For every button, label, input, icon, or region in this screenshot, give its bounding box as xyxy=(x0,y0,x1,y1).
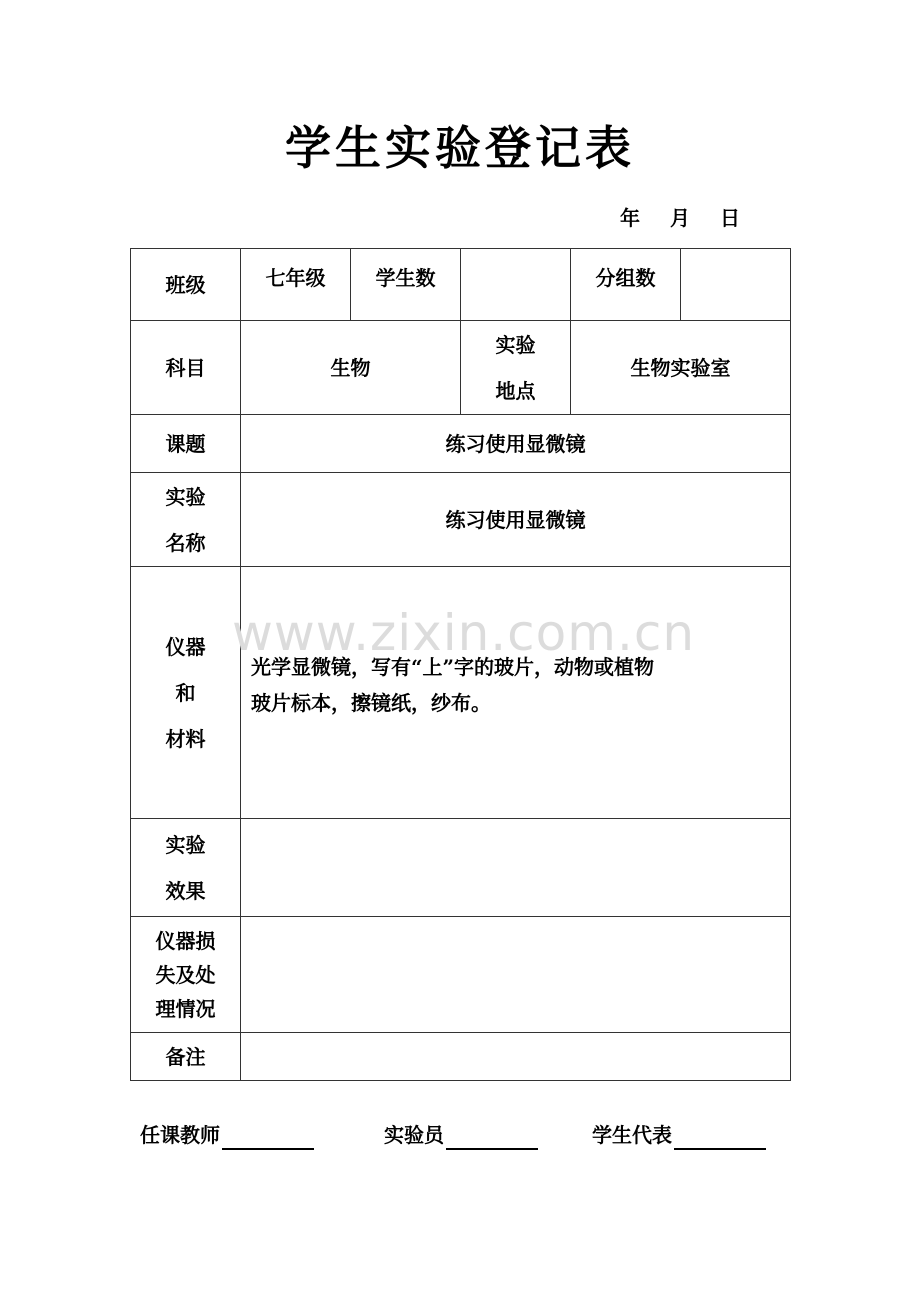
students-label: 学生数 xyxy=(351,249,461,321)
damage-label-line: 仪器损 xyxy=(155,928,216,953)
effect-label-line: 效果 xyxy=(165,878,206,903)
date-year-label: 年 xyxy=(620,206,640,230)
damage-value[interactable] xyxy=(241,917,791,1033)
equipment-label-line: 材料 xyxy=(165,726,206,751)
watermark: www.zixin.com.cn xyxy=(232,604,696,662)
location-label-line: 地点 xyxy=(495,378,536,403)
experiment-name-label-line: 名称 xyxy=(165,530,206,555)
class-label: 班级 xyxy=(131,249,241,321)
location-label xyxy=(461,321,571,415)
topic-label: 课题 xyxy=(131,415,241,473)
subject-value[interactable]: 生物 xyxy=(241,321,461,415)
table-row xyxy=(131,415,791,473)
student-rep-signature-line[interactable] xyxy=(674,1126,766,1150)
table-row xyxy=(131,567,791,819)
experiment-name-value[interactable]: 练习使用显微镜 xyxy=(241,473,791,567)
teacher-signature xyxy=(140,1120,314,1150)
teacher-signature-line[interactable] xyxy=(222,1126,314,1150)
table-row xyxy=(131,249,791,321)
experiment-name-label-line: 实验 xyxy=(165,484,206,509)
table-row xyxy=(131,1033,791,1081)
equipment-value-line: 玻片标本，擦镜纸，纱布。 xyxy=(251,691,491,715)
remarks-value[interactable] xyxy=(241,1033,791,1081)
location-label-line: 实验 xyxy=(495,332,536,357)
students-value[interactable] xyxy=(461,249,571,321)
experimenter-signature-label: 实验员 xyxy=(384,1123,444,1147)
teacher-signature-label: 任课教师 xyxy=(140,1123,220,1147)
table-row xyxy=(131,917,791,1033)
experimenter-signature xyxy=(384,1120,538,1150)
class-value[interactable]: 七年级 xyxy=(241,249,351,321)
damage-label-line: 理情况 xyxy=(155,996,216,1021)
table-row xyxy=(131,321,791,415)
subject-label: 科目 xyxy=(131,321,241,415)
student-rep-signature xyxy=(592,1120,766,1150)
date-day-label: 日 xyxy=(720,206,740,230)
equipment-label-line: 和 xyxy=(175,680,196,705)
experimenter-signature-line[interactable] xyxy=(446,1126,538,1150)
effect-value[interactable] xyxy=(241,819,791,917)
equipment-label-line: 仪器 xyxy=(165,634,206,659)
topic-value[interactable]: 练习使用显微镜 xyxy=(241,415,791,473)
page-title: 学生实验登记表 xyxy=(285,121,635,175)
experiment-name-label xyxy=(131,473,241,567)
registration-table xyxy=(130,248,791,1081)
date-month-label: 月 xyxy=(670,206,690,230)
location-value[interactable]: 生物实验室 xyxy=(571,321,791,415)
groups-label: 分组数 xyxy=(571,249,681,321)
damage-label xyxy=(131,917,241,1033)
effect-label-line: 实验 xyxy=(165,832,206,857)
table-row xyxy=(131,819,791,917)
equipment-value-line: 光学显微镜，写有“上”字的玻片，动物或植物 xyxy=(251,655,655,679)
groups-value[interactable] xyxy=(681,249,791,321)
damage-label-line: 失及处 xyxy=(155,962,216,987)
equipment-value[interactable] xyxy=(241,567,791,819)
effect-label xyxy=(131,819,241,917)
remarks-label: 备注 xyxy=(131,1033,241,1081)
student-rep-signature-label: 学生代表 xyxy=(592,1123,672,1147)
equipment-label xyxy=(131,567,241,819)
table-row xyxy=(131,473,791,567)
